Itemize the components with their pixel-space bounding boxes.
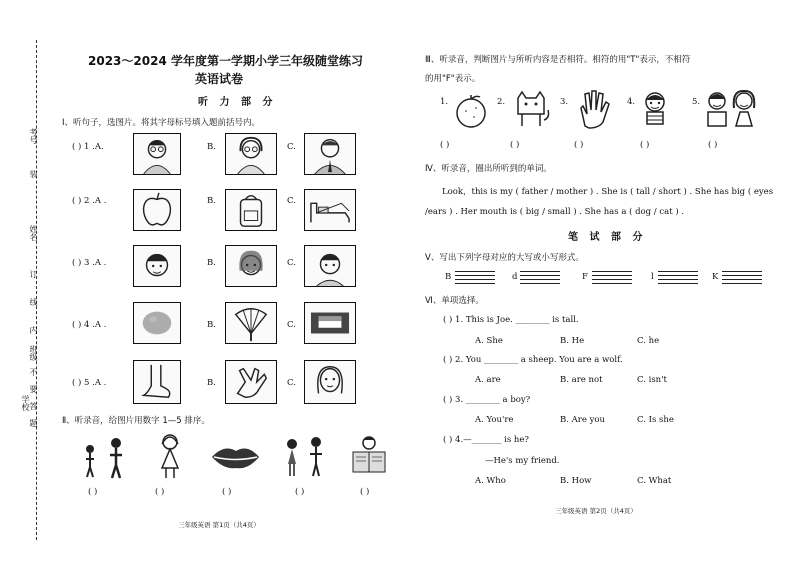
q1-option-b: B. [207, 320, 216, 330]
q1-item-label: ( ) 4 .A . [72, 320, 107, 330]
man-face-picture [304, 245, 356, 287]
hand-outline-picture [575, 88, 613, 130]
boy-face-picture [133, 245, 181, 287]
girl-face-picture [304, 360, 356, 404]
side-label-xian: 线 [29, 298, 38, 306]
foot-picture [133, 360, 181, 404]
q6-dialogue-answer: —He's my friend. [485, 456, 560, 466]
listening-header: 听 力 部 分 [198, 97, 277, 108]
q1-item-label: ( ) 2 .A . [72, 196, 107, 206]
q5-writing-lines[interactable] [658, 271, 698, 286]
q6-option-b[interactable]: B. How [560, 476, 592, 486]
q1-option-c: C. [287, 196, 296, 206]
q6-option-a[interactable]: A. She [475, 336, 503, 346]
q5-writing-lines[interactable] [455, 271, 495, 286]
q3-blank[interactable]: ( ) [574, 140, 584, 150]
side-label-name: 姓名 [29, 225, 38, 241]
lips-picture [208, 442, 263, 472]
q2-blank[interactable]: ( ) [360, 487, 370, 497]
q4-line-2: /ears ) . Her mouth is ( big / small ) . She has a ( dog / cat ) . [425, 207, 685, 217]
q2-blank[interactable]: ( ) [88, 487, 98, 497]
side-label-ding: 订 [29, 270, 38, 278]
q1-option-c: C. [287, 142, 296, 152]
side-label-da: 答 [29, 402, 38, 410]
q5-instruction: Ⅴ、写出下列字母对应的大写或小写形式。 [425, 253, 584, 263]
bed-picture [304, 189, 356, 231]
q1-option-b: B. [207, 142, 216, 152]
q6-option-b[interactable]: B. Are you [560, 415, 605, 425]
q6-option-c[interactable]: C. What [637, 476, 672, 486]
q5-letter: F [582, 272, 588, 282]
q3-blank[interactable]: ( ) [708, 140, 718, 150]
girl-picture [150, 432, 190, 480]
side-label-bu: 不 [29, 368, 38, 376]
q6-option-c[interactable]: C. he [637, 336, 660, 346]
hand-picture [225, 360, 277, 404]
q6-question-stem: ( ) 3. ________ a boy? [443, 395, 531, 405]
q6-question-stem: ( ) 1. This is Joe. ________ is tall. [443, 315, 579, 325]
q3-instruction: Ⅲ、听录音，判断图片与所听内容是否相符。相符的用"T"表示，不相符 [425, 55, 691, 65]
q5-letter: K [712, 272, 719, 282]
q5-writing-lines[interactable] [592, 271, 632, 286]
page-title: 2023～2024 学年度第一学期小学三年级随堂练习 [88, 54, 363, 68]
q6-option-b[interactable]: B. are not [560, 375, 603, 385]
boy-cartoon-picture [638, 90, 672, 130]
schoolbag-picture [225, 189, 277, 231]
q4-instruction: Ⅳ、听录音，圈出所听到的单词。 [425, 164, 552, 174]
q6-question-stem: ( ) 2. You ________ a sheep. You are a wolf. [443, 355, 623, 365]
q5-letter: d [512, 272, 518, 282]
side-label-yao: 要 [29, 385, 38, 393]
page-footer: 三年级英语 第2页（共4页） [555, 507, 637, 515]
boy-and-girl-picture [702, 88, 760, 130]
fan-picture [225, 302, 277, 344]
q3-number: 2. [497, 97, 506, 107]
q5-letter: B [445, 272, 452, 282]
potato-picture [133, 302, 181, 344]
side-label-zhuang: 装 [29, 170, 38, 178]
side-label-school: 学校 [21, 395, 30, 411]
q3-number: 4. [627, 97, 636, 107]
q1-item-label: ( ) 3 .A . [72, 258, 107, 268]
q6-question-stem: ( ) 4.—_______ is he? [443, 435, 529, 445]
man-glasses-picture [133, 133, 181, 175]
q6-option-c[interactable]: C. isn't [637, 375, 667, 385]
q6-option-a[interactable]: A. Who [475, 476, 506, 486]
q6-instruction: Ⅵ、单项选择。 [425, 296, 484, 306]
side-label-nei: 内 [29, 326, 38, 334]
q3-blank[interactable]: ( ) [640, 140, 650, 150]
man-tie-picture [304, 133, 356, 175]
q1-item-label: ( ) 1 .A. [72, 142, 104, 152]
q3-blank[interactable]: ( ) [440, 140, 450, 150]
writing-header: 笔 试 部 分 [568, 232, 647, 243]
q2-blank[interactable]: ( ) [222, 487, 232, 497]
q1-option-b: B. [207, 378, 216, 388]
binding-line [36, 40, 37, 540]
q1-item-label: ( ) 5 .A . [72, 378, 107, 388]
woman-face-picture [225, 245, 277, 287]
q2-blank[interactable]: ( ) [155, 487, 165, 497]
q3-instruction-cont: 的用"F"表示。 [425, 74, 481, 84]
q3-number: 5. [692, 97, 701, 107]
apple-picture [133, 189, 181, 231]
q1-option-b: B. [207, 258, 216, 268]
orange-picture [452, 93, 490, 129]
q6-option-c[interactable]: C. Is she [637, 415, 674, 425]
q3-blank[interactable]: ( ) [510, 140, 520, 150]
side-label-ti: 题 [29, 419, 38, 427]
cat-picture [510, 90, 552, 130]
q4-line-1: Look，this is my ( father / mother ) . She is ( tall / short ) . She has big ( eyes [442, 187, 774, 197]
q1-option-c: C. [287, 258, 296, 268]
q3-number: 1. [440, 97, 449, 107]
side-label-exam-no: 考号 [29, 128, 38, 144]
q6-option-b[interactable]: B. He [560, 336, 585, 346]
woman-glasses-picture [225, 133, 277, 175]
q5-writing-lines[interactable] [722, 271, 762, 286]
q1-option-c: C. [287, 378, 296, 388]
man-reading-picture [348, 434, 390, 480]
mouth-picture [304, 302, 356, 344]
page-subtitle: 英语试卷 [195, 72, 244, 86]
q2-instruction: Ⅱ、听录音，给图片用数字 1—5 排序。 [62, 416, 210, 426]
q3-number: 3. [560, 97, 569, 107]
q1-option-c: C. [287, 320, 296, 330]
q6-option-a[interactable]: A. are [475, 375, 501, 385]
q1-instruction: Ⅰ、听句子，选图片。将其字母标号填入题前括号内。 [62, 118, 261, 128]
page-footer: 三年级英语 第1页（共4页） [178, 521, 260, 529]
q6-option-a[interactable]: A. You're [475, 415, 514, 425]
q2-blank[interactable]: ( ) [295, 487, 305, 497]
children-talking-picture [278, 434, 330, 480]
q1-option-b: B. [207, 196, 216, 206]
side-label-class: 班级 [29, 345, 38, 361]
boy-and-man-picture [78, 435, 133, 480]
q5-writing-lines[interactable] [520, 271, 560, 286]
q5-letter: l [651, 272, 654, 282]
